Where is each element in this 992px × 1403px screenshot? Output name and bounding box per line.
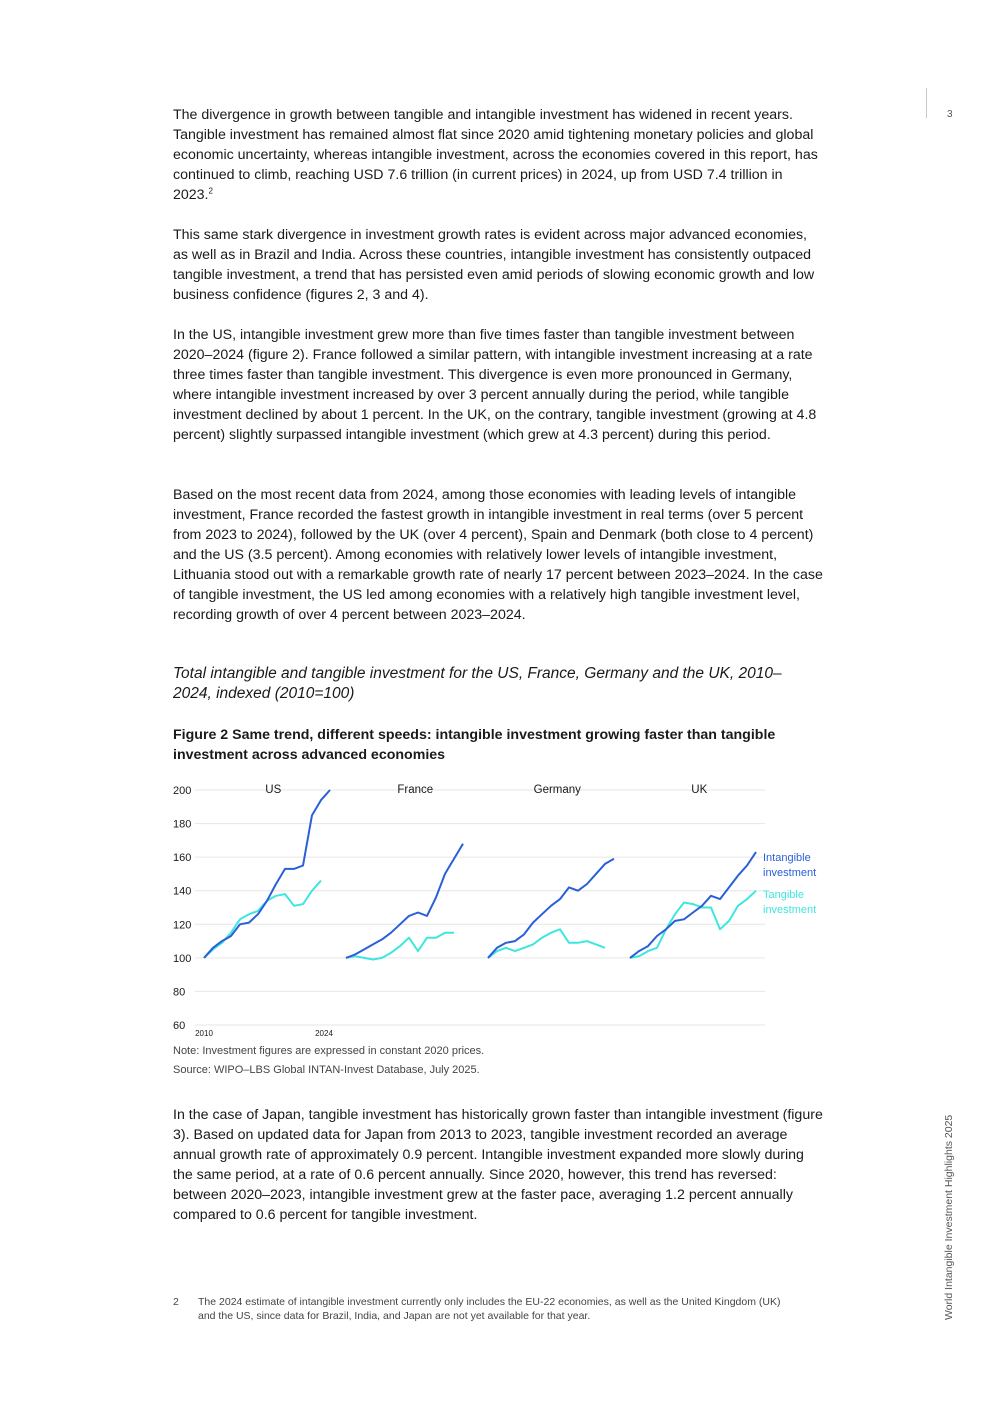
tangible-line-france bbox=[346, 933, 454, 960]
panel-title: UK bbox=[691, 784, 708, 796]
legend-intangible: Intangible investment bbox=[763, 852, 817, 879]
header-rule bbox=[926, 88, 927, 118]
footnote-number: 2 bbox=[173, 1296, 179, 1308]
x-tick-label: 2010 bbox=[195, 1029, 213, 1038]
page-number: 3 bbox=[947, 109, 953, 120]
running-title: World Intangible Investment Highlights 2025 bbox=[943, 1114, 955, 1320]
paragraph-1-text: The divergence in growth between tangible and intangible investment has widened in recent years. Tangible investment has remained almost flat since 2020 amid tightening monetary policies and global economic uncertainty, whereas intangible investment, across the economies covered in this report, has continued to climb, reaching USD 7.6 trillion (in current prices) in 2024, up from USD 7.4 trillion in 2023. bbox=[173, 107, 818, 203]
paragraph-4: Based on the most recent data from 2024, among those economies with leading levels of intangible investment, France recorded the fastest growth in intangible investment in real terms (over 5 percent from 2023 to 2024), followed by the UK (over 4 percent), Spain and Denmark (both close to 4 percent) and the US (3.5 percent). Among economies with relatively lower levels of intangible investment, Lithuania stood out with a remarkable growth rate of nearly 17 percent between 2023–2024. In the case of tangible investment, the US led among economies with a relatively high tangible investment level, recording growth of over 4 percent between 2023–2024. bbox=[173, 487, 823, 623]
footnote-ref[interactable]: 2 bbox=[208, 186, 213, 196]
y-tick-label: 80 bbox=[173, 986, 186, 999]
paragraph-2: This same stark divergence in investment growth rates is evident across major advanced economies, as well as in Brazil and India. Across these countries, intangible investment has consistently outpaced tangible investment, a trend that has persisted even amid periods of slowing economic growth and low business confidence (figures 2, 3 and 4). bbox=[173, 227, 815, 303]
y-tick-label: 160 bbox=[173, 852, 192, 865]
y-tick-label: 120 bbox=[173, 919, 192, 932]
paragraph-5: In the case of Japan, tangible investment has historically grown faster than intangible investment (figure 3). Based on updated data for Japan from 2013 to 2023, tangible investment recorded an average annual growth rate of approximately 0.9 percent. Intangible investment expanded more slowly during the same period, at a rate of 0.6 percent annually. Since 2020, however, this trend has reversed: between 2020–2023, intangible investment grew at the faster pace, averaging 1.2 percent annually compared to 0.6 percent for tangible investment. bbox=[173, 1107, 823, 1223]
panel-title: France bbox=[397, 784, 434, 796]
section-heading: Total intangible and tangible investment for the US, France, Germany and the UK, 2010–2024, indexed (2010=100) bbox=[173, 665, 782, 702]
intangible-line-us bbox=[204, 790, 330, 958]
tangible-line-us bbox=[204, 881, 321, 958]
figure-2-chart bbox=[160, 774, 830, 1040]
y-tick-label: 140 bbox=[173, 885, 192, 898]
paragraph-1 bbox=[173, 105, 823, 205]
y-tick-label: 180 bbox=[173, 818, 192, 831]
figure-note: Note: Investment figures are expressed in constant 2020 prices. bbox=[173, 1045, 485, 1057]
x-tick-label: 2024 bbox=[315, 1029, 333, 1038]
panel-title: Germany bbox=[533, 784, 581, 796]
footnote-text: The 2024 estimate of intangible investment currently only includes the EU-22 economies, as well as the United Kingdom (UK) and the US, since data for Brazil, India, and Japan are not yet available for that year. bbox=[198, 1296, 781, 1322]
paragraph-3: In the US, intangible investment grew more than five times faster than tangible investment between 2020–2024 (figure 2). France followed a similar pattern, with intangible investment increasing at a rate three times faster than tangible investment. This divergence is even more pronounced in Germany, where intangible investment increased by over 3 percent annually during the period, while tangible investment declined by about 1 percent. In the UK, on the contrary, tangible investment (growing at 4.8 percent) slightly surpassed intangible investment (which grew at 4.3 percent) during this period. bbox=[173, 327, 817, 443]
y-tick-label: 100 bbox=[173, 952, 192, 965]
y-tick-label: 200 bbox=[173, 785, 192, 797]
figure-source: Source: WIPO–LBS Global INTAN-Invest Database, July 2025. bbox=[173, 1064, 480, 1076]
figure-title: Figure 2 Same trend, different speeds: intangible investment growing faster than tangible investment across advanced economies bbox=[173, 727, 776, 763]
y-tick-label: 60 bbox=[173, 1020, 186, 1032]
legend-tangible: Tangible investment bbox=[763, 889, 817, 916]
panel-title: US bbox=[265, 784, 282, 796]
